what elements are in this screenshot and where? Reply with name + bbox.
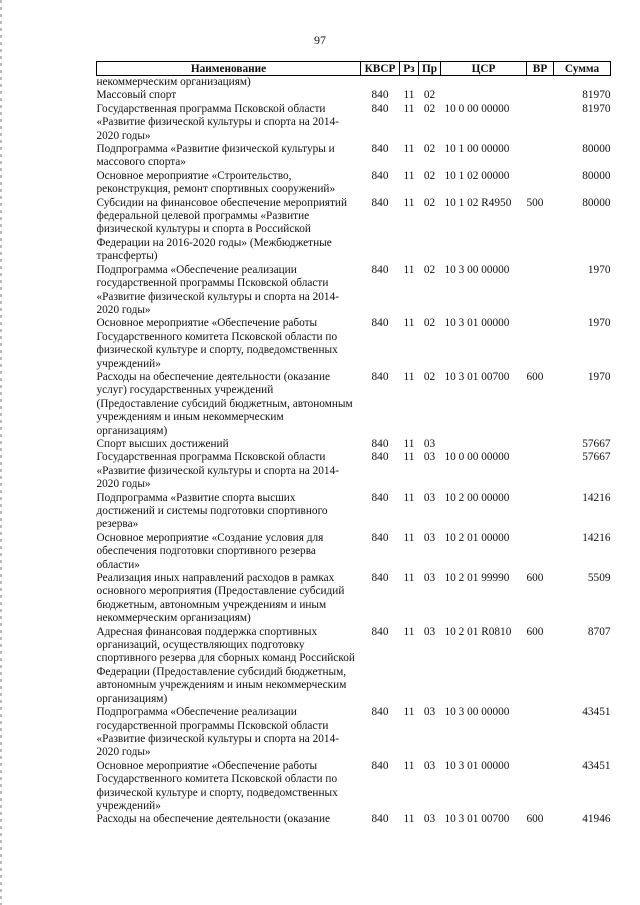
cell-vr	[527, 317, 554, 371]
cell-csr	[441, 438, 527, 451]
cell-sum	[554, 76, 611, 90]
table-row	[97, 371, 611, 438]
cell-csr: 10 3 00 00000	[444, 263, 510, 276]
cell-kvsr: 840	[371, 263, 389, 276]
cell-rz: 11	[403, 143, 415, 156]
cell-pr: 02	[423, 143, 436, 156]
cell-vr	[527, 438, 554, 451]
cell-name: Адресная финансовая поддержка спортивных организаций, осуществляющих подготовку спортивного резерва для сборных команд Российской Федерации (Предоставление субсидий бюджетным, автономным учреждениям и иным некоммерческим организациям)	[96, 625, 355, 705]
cell-kvsr: 840	[371, 143, 389, 156]
cell-kvsr: 840	[371, 451, 389, 464]
cell-kvsr: 840	[371, 759, 389, 772]
cell-rz: 11	[403, 263, 415, 276]
cell-vr	[527, 103, 554, 143]
table-row	[97, 532, 611, 572]
cell-vr	[527, 532, 554, 572]
table-row	[97, 103, 611, 143]
header-name: Наименование	[97, 62, 361, 76]
cell-pr: 03	[423, 491, 436, 504]
cell-sum: 81970	[582, 102, 611, 115]
header-vr: ВР	[527, 62, 554, 76]
cell-vr: 600	[526, 625, 544, 638]
cell-csr	[441, 76, 527, 90]
cell-vr: 500	[526, 196, 544, 209]
table-header-row	[97, 62, 611, 76]
cell-pr: 03	[423, 451, 436, 464]
cell-sum: 41946	[582, 813, 611, 826]
cell-rz: 11	[403, 451, 415, 464]
cell-pr: 02	[423, 196, 436, 209]
cell-name: Подпрограмма «Развитие физической культуры и массового спорта»	[96, 143, 335, 169]
cell-csr: 10 1 02 00000	[444, 169, 510, 182]
cell-name: Спорт высших достижений	[96, 437, 229, 450]
table-row	[97, 264, 611, 318]
cell-kvsr: 840	[371, 491, 389, 504]
cell-vr	[527, 492, 554, 532]
cell-name: Основное мероприятие «Обеспечение работы Государственного комитета Псковской области по физической культуре и спорту, подведомственных учреждений»	[96, 317, 338, 370]
cell-csr: 10 0 00 00000	[444, 451, 510, 464]
cell-rz: 11	[403, 531, 415, 544]
cell-name: некоммерческим организациям)	[96, 76, 251, 88]
cell-sum: 1970	[587, 317, 611, 330]
cell-sum: 80000	[582, 143, 611, 156]
cell-name: Расходы на обеспечение деятельности (оказание услуг) государственных учреждений (Предоставление субсидий бюджетным, автономным учреждениям и иным некоммерческим организациям)	[96, 370, 353, 437]
table-body	[97, 76, 611, 827]
header-sum: Сумма	[554, 62, 611, 76]
cell-rz: 11	[403, 437, 415, 450]
cell-csr: 10 2 01 00000	[444, 531, 510, 544]
cell-sum: 43451	[582, 706, 611, 719]
cell-vr	[527, 143, 554, 170]
page-number: 97	[314, 33, 326, 47]
table-row	[97, 706, 611, 760]
cell-kvsr: 840	[371, 706, 389, 719]
cell-pr: 02	[423, 317, 436, 330]
cell-name: Основное мероприятие «Обеспечение работы Государственного комитета Псковской области по физической культуре и спорту, подведомственных учреждений»	[96, 759, 338, 812]
table-row	[97, 492, 611, 532]
cell-pr: 03	[423, 813, 436, 826]
table-row	[97, 760, 611, 814]
cell-kvsr: 840	[371, 572, 389, 585]
cell-csr: 10 1 02 R4950	[444, 196, 512, 209]
table-row	[97, 170, 611, 197]
cell-name: Подпрограмма «Обеспечение реализации государственной программы Псковской области «Развитие физической культуры и спорта на 2014-2020 годы»	[96, 263, 339, 316]
cell-kvsr: 840	[371, 317, 389, 330]
cell-rz: 11	[403, 102, 415, 115]
cell-csr: 10 3 01 00000	[444, 759, 510, 772]
cell-name: Субсидии на финансовое обеспечение мероприятий федеральной целевой программы «Развитие физической культуры и спорта в Российской Федерации на 2016-2020 годы» (Межбюджетные трансферты)	[96, 196, 348, 263]
cell-rz: 11	[403, 572, 415, 585]
table-row	[97, 143, 611, 170]
cell-kvsr: 840	[371, 196, 389, 209]
cell-vr: 600	[526, 813, 544, 826]
cell-name: Основное мероприятие «Создание условия для обеспечения подготовки спортивного резерва области»	[96, 531, 324, 571]
cell-rz: 11	[403, 625, 415, 638]
cell-sum: 5509	[587, 572, 611, 585]
cell-kvsr: 840	[371, 625, 389, 638]
cell-sum: 14216	[582, 491, 611, 504]
cell-vr	[527, 706, 554, 760]
cell-csr: 10 3 01 00700	[444, 813, 510, 826]
cell-kvsr: 840	[371, 813, 389, 826]
cell-csr: 10 3 00 00000	[444, 706, 510, 719]
cell-rz	[400, 76, 419, 90]
cell-vr	[527, 760, 554, 814]
cell-sum: 1970	[587, 370, 611, 383]
cell-csr: 10 3 01 00700	[444, 370, 510, 383]
cell-rz: 11	[403, 196, 415, 209]
header-kvsr: КВСР	[361, 62, 400, 76]
table-row	[97, 317, 611, 371]
cell-rz: 11	[403, 370, 415, 383]
cell-csr: 10 2 01 R0810	[444, 625, 512, 638]
cell-name: Государственная программа Псковской области «Развитие физической культуры и спорта на 2014-2020 годы»	[96, 451, 339, 491]
cell-name: Реализация иных направлений расходов в рамках основного мероприятия (Предоставление субсидий бюджетным, автономным учреждениям и иным некоммерческим организациям)	[96, 572, 345, 625]
cell-rz: 11	[403, 89, 415, 102]
cell-sum: 1970	[587, 263, 611, 276]
table-row	[97, 572, 611, 626]
cell-kvsr: 840	[371, 531, 389, 544]
cell-pr: 03	[423, 706, 436, 719]
table-row	[97, 626, 611, 706]
cell-kvsr: 840	[371, 370, 389, 383]
cell-name: Подпрограмма «Развитие спорта высших достижений и системы подготовки спортивного резерва»	[96, 491, 328, 531]
table-row	[97, 89, 611, 102]
table-row	[97, 451, 611, 491]
table-row	[97, 76, 611, 90]
cell-sum: 8707	[587, 625, 611, 638]
header-pr: Пр	[419, 62, 441, 76]
cell-pr	[419, 76, 441, 90]
cell-pr: 02	[423, 102, 436, 115]
cell-rz: 11	[403, 169, 415, 182]
cell-name: Подпрограмма «Обеспечение реализации государственной программы Псковской области «Развитие физической культуры и спорта на 2014-2020 годы»	[96, 706, 339, 759]
cell-kvsr: 840	[371, 89, 389, 102]
cell-vr	[527, 76, 554, 90]
cell-pr: 03	[423, 531, 436, 544]
cell-pr: 03	[423, 437, 436, 450]
cell-sum: 81970	[582, 89, 611, 102]
cell-pr: 03	[423, 572, 436, 585]
cell-pr: 03	[423, 625, 436, 638]
cell-pr: 02	[423, 263, 436, 276]
cell-vr: 600	[526, 370, 544, 383]
cell-kvsr: 840	[371, 102, 389, 115]
cell-vr: 600	[526, 572, 544, 585]
cell-csr: 10 3 01 00000	[444, 317, 510, 330]
header-csr: ЦСР	[441, 62, 527, 76]
scan-edge	[0, 0, 2, 905]
cell-rz: 11	[403, 759, 415, 772]
cell-rz: 11	[403, 491, 415, 504]
table-row	[97, 813, 611, 826]
cell-sum: 43451	[582, 759, 611, 772]
cell-sum: 57667	[582, 437, 611, 450]
cell-csr: 10 2 01 99990	[444, 572, 510, 585]
table-row	[97, 438, 611, 451]
cell-vr	[527, 170, 554, 197]
cell-pr: 03	[423, 759, 436, 772]
cell-sum: 14216	[582, 531, 611, 544]
cell-vr	[527, 451, 554, 491]
budget-table	[96, 61, 611, 827]
cell-name: Государственная программа Псковской области «Развитие физической культуры и спорта на 2014-2020 годы»	[96, 102, 339, 142]
cell-name: Основное мероприятие «Строительство, реконструкция, ремонт спортивных сооружений»	[96, 169, 336, 196]
cell-csr: 10 1 00 00000	[444, 143, 510, 156]
cell-sum: 80000	[582, 169, 611, 182]
cell-kvsr: 840	[371, 437, 389, 450]
cell-csr	[441, 89, 527, 102]
cell-sum: 80000	[582, 196, 611, 209]
cell-csr: 10 0 00 00000	[444, 102, 510, 115]
cell-pr: 02	[423, 169, 436, 182]
cell-vr	[527, 89, 554, 102]
cell-rz: 11	[403, 317, 415, 330]
cell-kvsr: 840	[371, 169, 389, 182]
cell-name: Массовый спорт	[96, 89, 177, 102]
cell-pr: 02	[423, 370, 436, 383]
cell-rz: 11	[403, 706, 415, 719]
cell-kvsr	[361, 76, 400, 90]
cell-pr: 02	[423, 89, 436, 102]
cell-rz: 11	[403, 813, 415, 826]
cell-vr	[527, 264, 554, 318]
cell-name: Расходы на обеспечение деятельности (оказание	[96, 813, 331, 826]
cell-sum: 57667	[582, 451, 611, 464]
table-row	[97, 197, 611, 264]
cell-csr: 10 2 00 00000	[444, 491, 510, 504]
header-rz: Рз	[400, 62, 419, 76]
